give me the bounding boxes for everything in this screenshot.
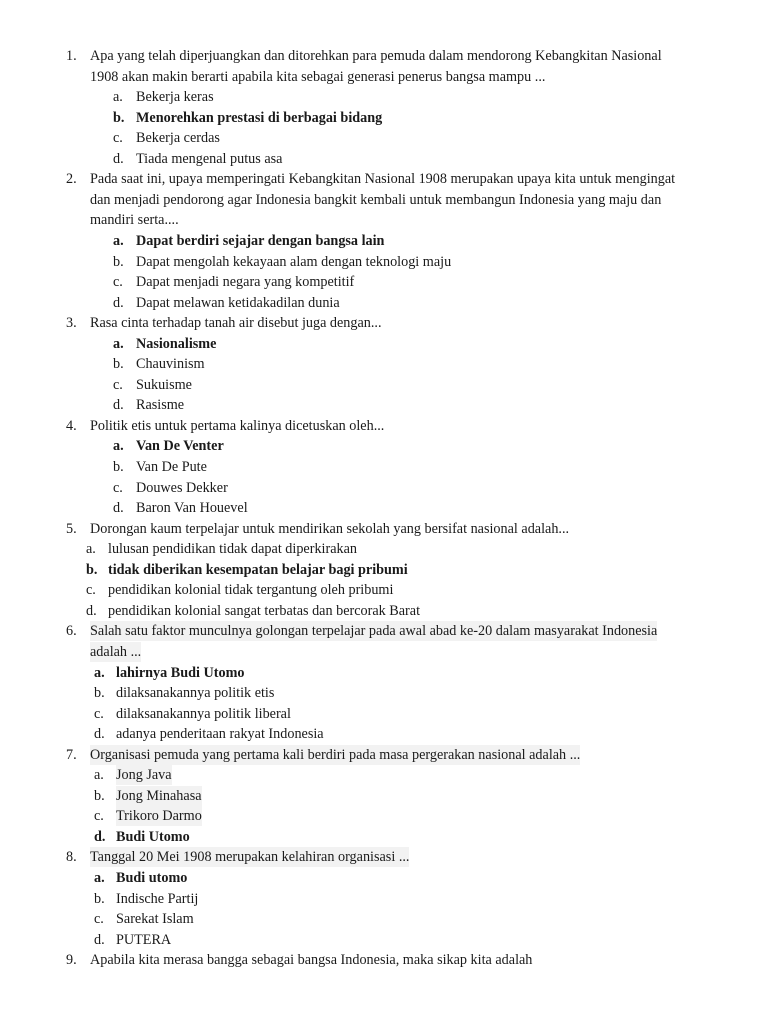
question-line [0,210,768,230]
question-text: Salah satu faktor munculnya golongan terpelajar pada awal abad ke-20 dalam masyarakat Indonesia [90,623,658,640]
option-letter: c. [94,705,104,722]
answer-option [0,272,768,292]
question-number: 1. [66,48,77,64]
option-letter: c. [94,911,104,928]
option-letter: c. [113,130,123,147]
question-text: adalah ... [90,643,142,660]
option-text: Dapat mengolah kekayaan alam dengan teknologi maju [136,253,452,270]
option-text: Dapat berdiri sejajar dengan bangsa lain [136,232,385,249]
question-text: Politik etis untuk pertama kalinya dicetuskan oleh... [90,417,385,434]
question-number: 8. [66,849,77,866]
answer-option [0,724,768,744]
question-line [0,745,768,765]
option-text: Van De Pute [136,459,207,475]
option-text: pendidikan kolonial tidak tergantung oleh pribumi [108,582,394,599]
option-letter: a. [94,767,104,784]
answer-option [0,128,768,148]
answer-option-correct [0,663,768,683]
answer-option [0,457,768,477]
question-line [0,67,768,87]
option-letter: d. [113,150,124,167]
option-text: Rasisme [136,397,185,414]
answer-option [0,478,768,498]
answer-option [0,395,768,415]
option-letter: a. [94,870,105,886]
answer-option-correct [0,827,768,847]
option-letter: a. [113,89,123,106]
option-letter: d. [86,602,97,619]
question-line [0,190,768,210]
question-line [0,519,768,539]
answer-option [0,889,768,909]
option-text: pendidikan kolonial sangat terbatas dan bercorak Barat [108,602,421,619]
answer-option [0,704,768,724]
option-text: lahirnya Budi Utomo [116,664,245,681]
answer-option [0,601,768,621]
question-text: dan menjadi pendorong agar Indonesia bangkit kembali untuk membangun Indonesia yang maju dan [90,191,662,208]
option-letter: d. [113,500,124,517]
option-letter: b. [94,890,105,907]
option-text: Menorehkan prestasi di berbagai bidang [136,109,383,126]
answer-option [0,683,768,703]
question-text: mandiri serta.... [90,212,179,229]
option-letter: d. [94,931,105,948]
option-letter: b. [113,356,124,373]
answer-option [0,293,768,313]
option-text: Jong Java [116,767,172,784]
answer-option [0,930,768,950]
answer-option-correct [0,868,768,888]
option-letter: c. [86,582,96,599]
option-text: Budi utomo [116,870,188,886]
question-number: 9. [66,952,77,969]
option-text: Trikoro Darmo [116,808,202,825]
question-line [0,621,768,641]
option-letter: a. [94,664,105,681]
option-text: Nasionalisme [136,335,217,352]
question-line [0,950,768,970]
option-letter: b. [113,459,124,475]
answer-option-correct [0,108,768,128]
question-number: 3. [66,315,77,332]
option-text: tidak diberikan kesempatan belajar bagi pribumi [108,561,408,578]
option-letter: d. [94,726,105,743]
answer-option [0,252,768,272]
answer-option [0,909,768,929]
question-text: Tanggal 20 Mei 1908 merupakan kelahiran organisasi ... [90,849,410,866]
option-letter: a. [113,335,124,352]
option-text: dilaksanakannya politik etis [116,685,275,702]
option-letter: d. [113,397,124,414]
option-text: Sukuisme [136,376,192,393]
option-text: adanya penderitaan rakyat Indonesia [116,726,324,743]
option-text: Douwes Dekker [136,479,228,496]
answer-option-correct [0,436,768,456]
option-letter: c. [113,274,123,291]
option-letter: c. [113,376,123,393]
question-number: 4. [66,417,77,434]
option-letter: a. [86,541,96,558]
question-number: 6. [66,623,77,640]
question-line [0,169,768,189]
question-line [0,416,768,436]
option-text: Dapat melawan ketidakadilan dunia [136,294,340,311]
option-letter: a. [113,232,124,249]
answer-option-correct [0,560,768,580]
option-text: Jong Minahasa [116,787,202,804]
option-letter: b. [113,253,124,270]
answer-option [0,580,768,600]
answer-option [0,539,768,559]
question-number: 2. [66,171,77,188]
question-text: 1908 akan makin berarti apabila kita sebagai generasi penerus bangsa mampu ... [90,68,546,85]
option-text: Van De Venter [136,438,224,455]
answer-option-correct [0,231,768,251]
option-letter: b. [94,787,105,804]
option-letter: b. [113,109,125,126]
option-text: Bekerja keras [136,89,214,106]
option-text: dilaksanakannya politik liberal [116,705,291,722]
question-line [0,642,768,662]
question-text: Dorongan kaum terpelajar untuk mendirikan sekolah yang bersifat nasional adalah... [90,520,570,537]
question-line [0,46,768,66]
option-letter: a. [113,438,124,455]
answer-option [0,765,768,785]
answer-option [0,87,768,107]
option-text: Baron Van Houevel [136,500,248,517]
option-letter: c. [113,479,123,496]
option-text: Indische Partij [116,890,199,907]
option-text: Bekerja cerdas [136,130,220,147]
option-text: Tiada mengenal putus asa [136,150,283,167]
option-text: Dapat menjadi negara yang kompetitif [136,274,355,291]
answer-option [0,806,768,826]
answer-option [0,498,768,518]
question-text: Apa yang telah diperjuangkan dan ditorehkan para pemuda dalam mendorong Kebangkitan Nasional [90,48,662,64]
question-number: 7. [66,746,77,763]
answer-option [0,786,768,806]
answer-option [0,354,768,374]
question-line [0,313,768,333]
question-text: Apabila kita merasa bangga sebagai bangsa Indonesia, maka sikap kita adalah [90,952,533,969]
answer-option [0,375,768,395]
option-text: Budi Utomo [116,828,190,845]
option-text: Chauvinism [136,356,205,373]
option-text: PUTERA [116,931,172,948]
question-text: Pada saat ini, upaya memperingati Kebangkitan Nasional 1908 merupakan upaya kita untuk mengingat [90,171,676,188]
option-letter: d. [94,828,106,845]
option-letter: d. [113,294,124,311]
option-text: lulusan pendidikan tidak dapat diperkirakan [108,541,357,558]
question-text: Organisasi pemuda yang pertama kali berdiri pada masa pergerakan nasional adalah ... [90,746,581,763]
answer-option [0,149,768,169]
option-letter: b. [94,685,105,702]
option-text: Sarekat Islam [116,911,194,928]
question-text: Rasa cinta terhadap tanah air disebut juga dengan... [90,315,382,332]
option-letter: c. [94,808,104,825]
answer-option-correct [0,334,768,354]
question-number: 5. [66,520,77,537]
question-line [0,847,768,867]
option-letter: b. [86,561,98,578]
